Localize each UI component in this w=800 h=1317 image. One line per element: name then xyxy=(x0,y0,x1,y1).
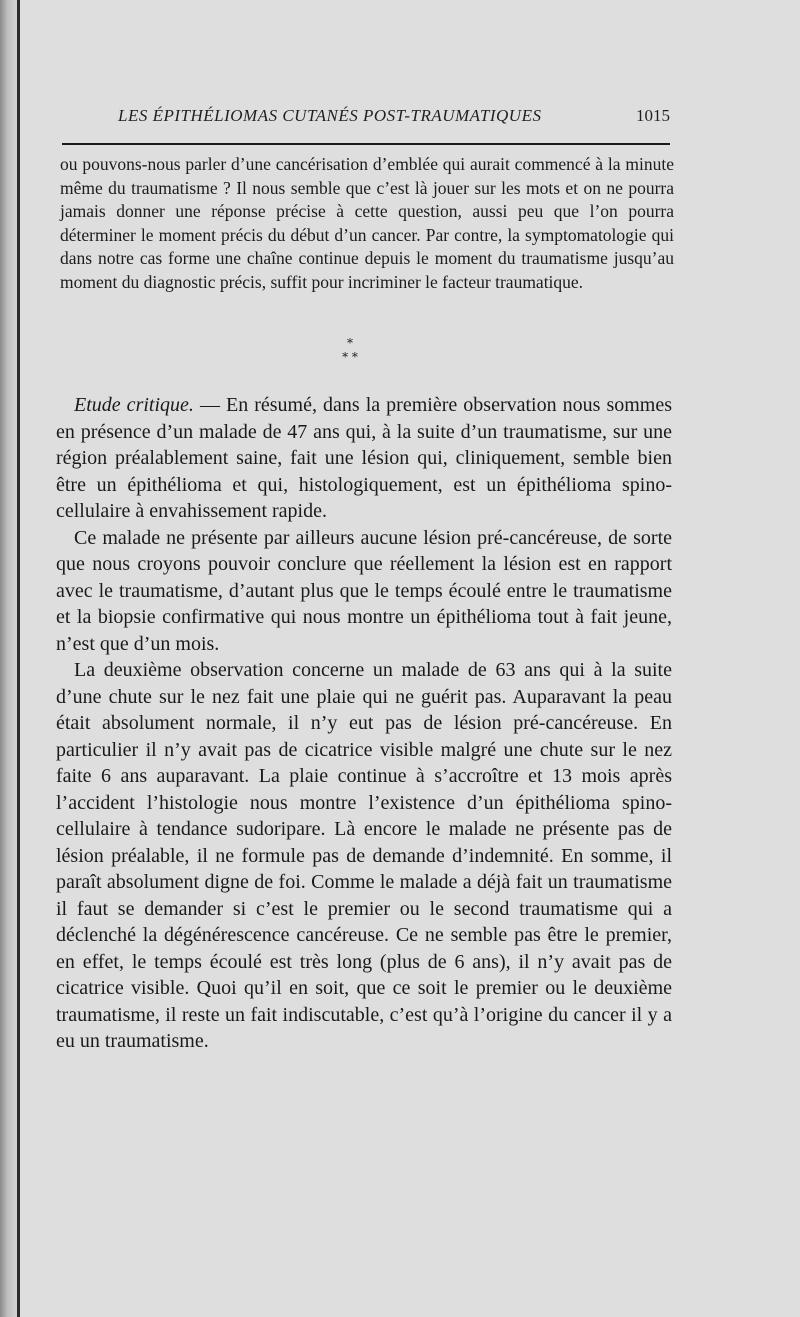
asterism-separator xyxy=(330,336,370,364)
page-edge-shadow xyxy=(0,0,18,1317)
section-title: Etude critique. xyxy=(74,394,194,416)
main-text-block xyxy=(56,392,672,1055)
section-paragraph xyxy=(56,392,672,525)
header-rule xyxy=(62,143,670,145)
section-intro: — En résumé, dans la première observation nous sommes en présence d’un malade de 47 ans qui, à la suite d’un traumatisme, sur une région préalablement saine, fait une lésion qui, cliniquement, semble bien être un épithélioma et qui, histologiquement, est un épithélioma spino-cellulaire à envahissement rapide. xyxy=(56,394,673,522)
asterism-top: * xyxy=(347,336,353,350)
paragraph-1: Ce malade ne présente par ailleurs aucune lésion pré-cancéreuse, de sorte que nous croyons pouvoir conclure que réellement la lésion est en rapport avec le traumatisme, d’autant plus que le temps écoulé entre le traumatisme et la biopsie confirmative qui nous montre un épithélioma tout à fait jeune, n’est que d’un mois. xyxy=(56,526,672,655)
continued-paragraph: ou pouvons-nous parler d’une cancérisation d’emblée qui aurait commencé à la minute même du traumatisme ? Il nous semble que c’est là jouer sur les mots et on ne pourra jamais donner une réponse précise à cette question, aussi peu que l’on pourra déterminer le moment précis du début d’un cancer. Par contre, la symptomatologie qui dans notre cas forme une chaîne continue depuis le moment du traumatisme jusqu’au moment du diagnostic précis, suffit pour incriminer le facteur traumatique. xyxy=(60,154,674,292)
asterism-bottom: * * xyxy=(342,350,358,364)
paragraph-2: La deuxième observation concerne un malade de 63 ans qui à la suite d’une chute sur le nez fait une plaie qui ne guérit pas. Auparavant la peau était absolument normale, il n’y eut pas de lésion pré-cancéreuse. En particulier il n’y avait pas de cicatrice visible malgré une chute sur le nez faite 6 ans auparavant. La plaie continue à s’accroître et 13 mois après l’accident l’histologie nous montre l’existence d’un épithélioma spino-cellulaire à tendance sudoripare. Là encore le malade ne présente pas de lésion préalable, il ne formule pas de demande d’indemnité. En somme, il paraît absolument digne de foi. Comme le malade a déjà fait un traumatisme il faut se demander si c’est le premier ou le second traumatisme qui a déclenché la dégénérescence cancéreuse. Ce ne semble pas être le premier, en effet, le temps écoulé est très long (plus de 6 ans), il n’y avait pas de cicatrice visible. Quoi qu’il en soit, que ce soit le premier ou le deuxième traumatisme, il reste un fait indiscutable, c’est qu’à l’origine du cancer il y a eu un traumatisme. xyxy=(56,659,672,1052)
page-number: 1015 xyxy=(636,106,670,125)
running-title: LES ÉPITHÉLIOMAS CUTANÉS POST-TRAUMATIQUES xyxy=(118,106,542,125)
